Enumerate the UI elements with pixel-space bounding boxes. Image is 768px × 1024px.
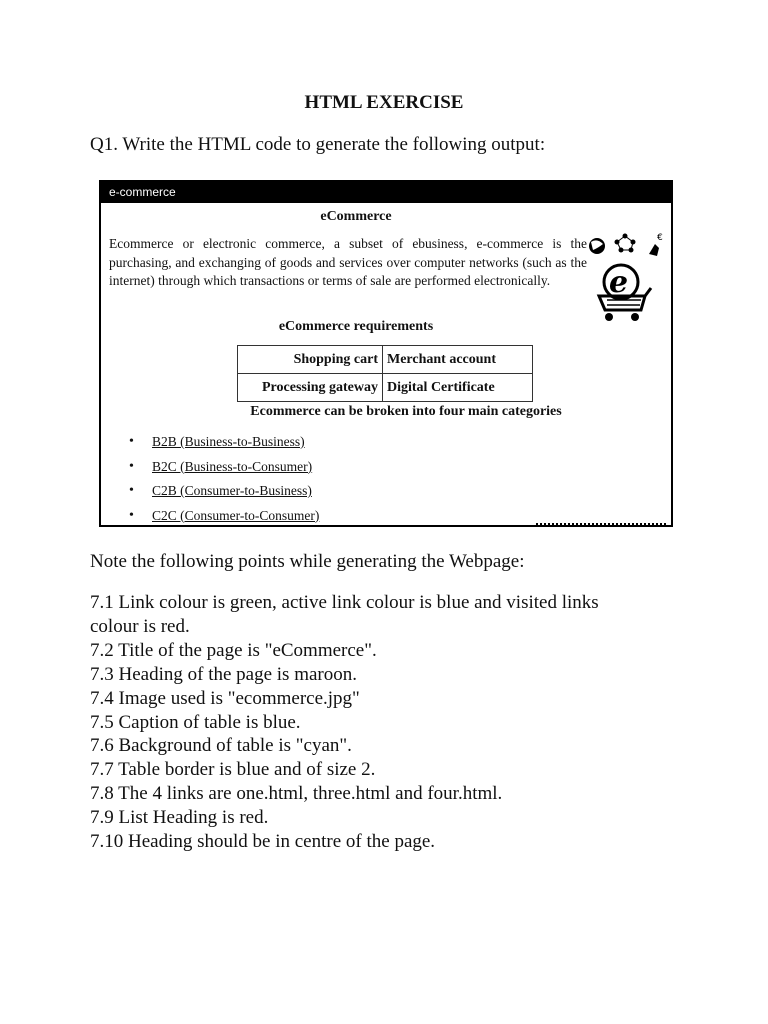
notes-list (90, 591, 650, 854)
note-item: 7.10 Heading should be in centre of the page. (90, 831, 436, 853)
note-item: 7.2 Title of the page is "eCommerce". (90, 639, 377, 661)
example-output-figure (99, 180, 673, 527)
note-item: 7.3 Heading of the page is maroon. (90, 663, 357, 685)
note-item: 7.7 Table border is blue and of size 2. (90, 759, 376, 781)
list-item (111, 430, 319, 455)
note-item: 7.9 List Heading is red. (90, 807, 269, 829)
categories-heading: Ecommerce can be broken into four main categories (250, 404, 562, 419)
list-item (111, 479, 319, 504)
question-text: Q1. Write the HTML code to generate the following output: (90, 134, 546, 155)
table-row (238, 374, 533, 402)
note-item: 7.5 Caption of table is blue. (90, 711, 301, 733)
document-title: HTML EXERCISE (304, 92, 464, 113)
table-cell: Merchant account (383, 346, 533, 374)
svg-text:e: e (609, 265, 629, 300)
notes-intro: Note the following points while generating the Webpage: (90, 551, 525, 572)
note-item: 7.1 Link colour is green, active link colour is blue and visited links colour is red. (90, 592, 599, 637)
table-cell: Processing gateway (238, 374, 383, 402)
figure-bottom-edge (536, 521, 666, 525)
link-b2b[interactable]: B2B (Business-to-Business) (152, 434, 305, 449)
bullet-icon: • (129, 483, 134, 498)
figure-heading: eCommerce (320, 209, 392, 224)
note-item: 7.8 The 4 links are one.html, three.html and four.html. (90, 783, 503, 805)
categories-list (111, 430, 319, 527)
requirements-table (237, 345, 533, 402)
figure-paragraph: Ecommerce or electronic commerce, a subset of ebusiness, e-commerce is the purchasing, and exchanging of goods and services over computer networks (such as the internet) through which transactions or terms of sale are performed electronically. (109, 236, 587, 288)
table-cell: Digital Certificate (383, 374, 533, 402)
figure-window-title: e-commerce (101, 182, 671, 203)
note-item: 7.4 Image used is "ecommerce.jpg" (90, 687, 360, 709)
bullet-icon: • (129, 434, 134, 449)
bullet-icon: • (129, 458, 134, 474)
link-b2c[interactable]: B2C (Business-to-Consumer) (152, 458, 313, 474)
list-item (111, 504, 319, 528)
table-row (238, 346, 533, 374)
note-item: 7.6 Background of table is "cyan". (90, 735, 352, 757)
ecommerce-cart-icon (585, 230, 669, 324)
table-cell: Shopping cart (238, 346, 383, 374)
bullet-icon: • (129, 507, 134, 523)
list-item (111, 455, 319, 480)
svg-text:€: € (657, 233, 663, 243)
link-c2c[interactable]: C2C (Consumer-to-Consumer) (152, 507, 320, 523)
link-c2b[interactable]: C2B (Consumer-to-Business) (152, 483, 312, 498)
requirements-heading: eCommerce requirements (278, 319, 434, 334)
